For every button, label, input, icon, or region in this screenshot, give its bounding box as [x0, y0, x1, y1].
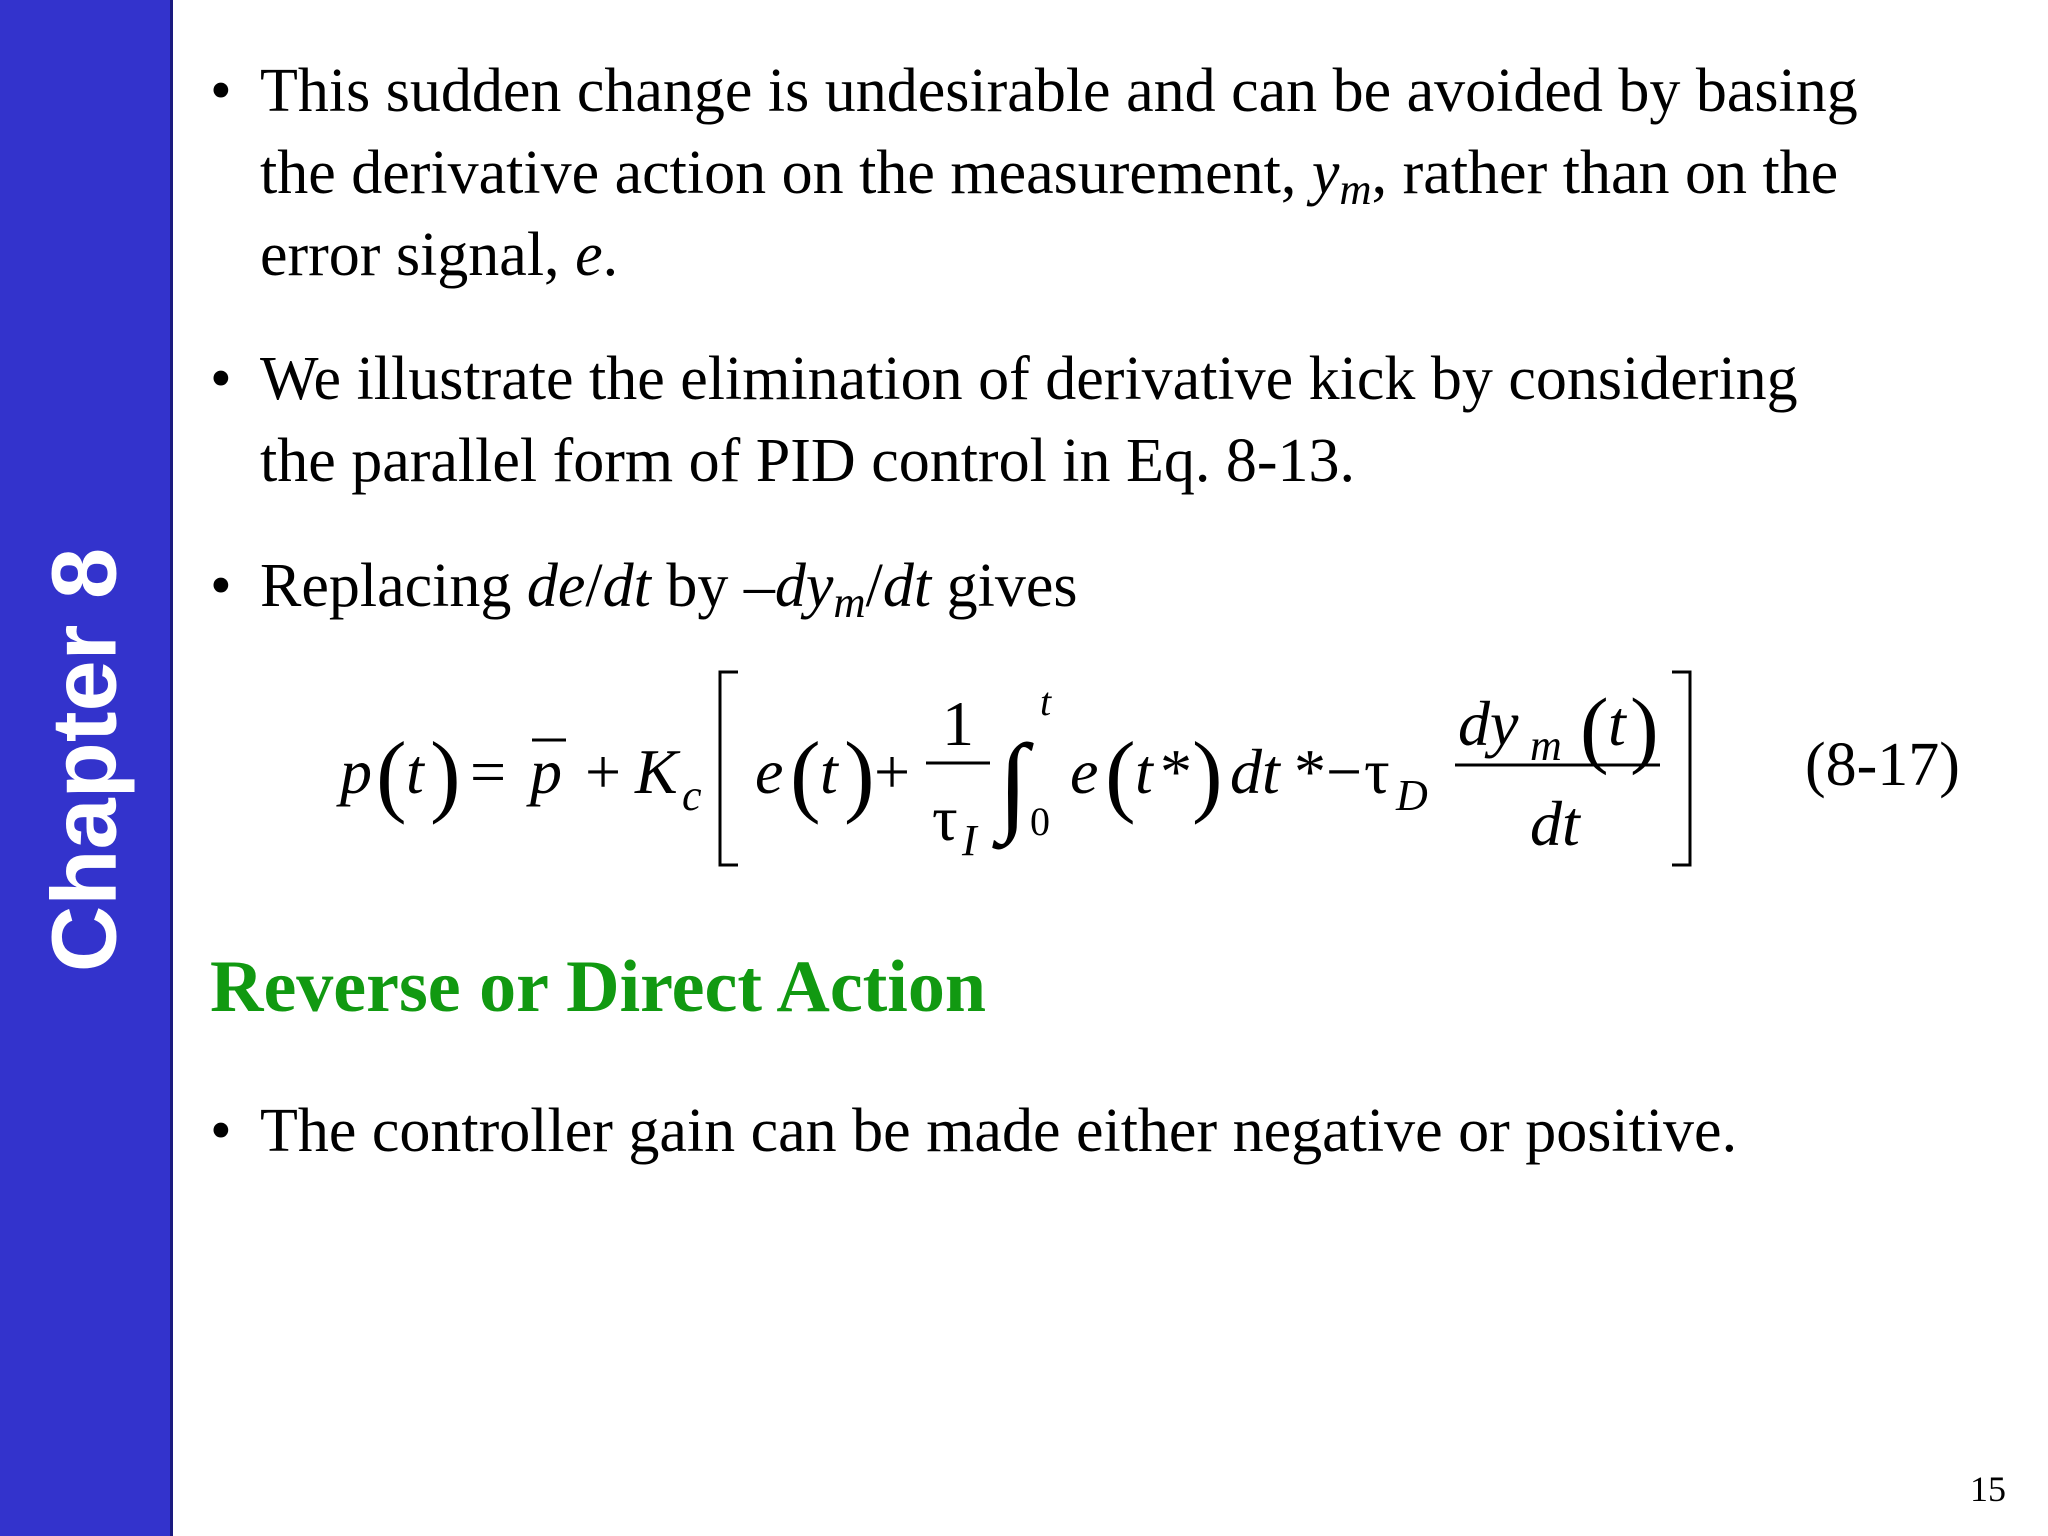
equation-8-17	[330, 660, 1750, 880]
bullet-derivative-kick	[210, 338, 2030, 502]
bullet-4-line-1: The controller gain can be made either negative or positive.	[260, 1097, 1738, 1165]
bullet-dot: •	[210, 552, 232, 620]
eq-one: 1	[942, 688, 974, 759]
bullet-derivative-on-measurement	[210, 50, 2030, 296]
eq-minus: −	[1326, 736, 1363, 807]
eq-paren: (	[1580, 680, 1609, 776]
eq-dt: dt	[1530, 788, 1580, 859]
eq-integral: ∫	[998, 722, 1029, 844]
eq-t: t	[406, 736, 424, 807]
eq-plus: +	[874, 736, 911, 807]
chapter-label: Chapter 8	[33, 547, 136, 973]
eq-tstar: t	[1135, 736, 1153, 807]
bullet-2-line-1: We illustrate the elimination of derivative kick by considering	[260, 345, 1798, 413]
eq-K: K	[635, 736, 678, 807]
eq-paren: (	[790, 723, 821, 825]
bullet-1-line-2: the derivative action on the measurement, $y_m$, rather than on the	[260, 139, 1839, 215]
bullet-2-line-2: the parallel form of PID control in Eq. 8-13.	[260, 427, 1356, 495]
eq-paren: )	[1192, 723, 1223, 825]
eq-e: e	[755, 736, 784, 807]
eq-I: I	[962, 816, 977, 865]
eq-e: e	[1070, 736, 1099, 807]
eq-plus: +	[585, 736, 622, 807]
bullet-replacing	[210, 545, 2030, 627]
eq-left-bracket	[720, 672, 738, 865]
eq-dt: dt	[1230, 736, 1280, 807]
bullet-dot: •	[210, 57, 232, 125]
bullet-dot: •	[210, 1097, 232, 1165]
eq-paren: (	[1105, 723, 1136, 825]
eq-paren: )	[844, 723, 875, 825]
chapter-sidebar	[0, 0, 173, 1536]
eq-tau: τ	[932, 783, 958, 854]
eq-p: p	[340, 736, 372, 807]
bullet-1-line-1: This sudden change is undesirable and can be avoided by basing	[260, 57, 1858, 125]
eq-star: *	[1294, 736, 1326, 807]
eq-upper-limit: t	[1040, 679, 1052, 724]
eq-t: t	[820, 736, 838, 807]
bullet-3-line-1: Replacing de/dt by $-dy_m/dt$ gives	[260, 552, 1078, 628]
eq-right-bracket	[1672, 672, 1690, 865]
eq-lower-limit: 0	[1030, 799, 1050, 844]
equation-number: (8-17)	[1805, 731, 1960, 799]
eq-paren: )	[1630, 680, 1659, 776]
eq-paren: )	[430, 723, 461, 825]
eq-c: c	[682, 771, 702, 820]
eq-D: D	[1396, 771, 1428, 820]
bullet-1-line-3: error signal, e.	[260, 221, 619, 289]
eq-tau: τ	[1364, 736, 1390, 807]
eq-equals: =	[470, 736, 507, 807]
eq-pbar: p	[530, 736, 562, 807]
eq-paren: (	[376, 723, 407, 825]
eq-m: m	[1530, 721, 1562, 770]
page-number: 15	[1970, 1469, 2006, 1509]
eq-star: *	[1160, 736, 1192, 807]
section-heading: Reverse or Direct Action	[210, 946, 987, 1028]
bullet-dot: •	[210, 345, 232, 413]
eq-t: t	[1608, 688, 1626, 759]
bullet-controller-gain	[210, 1090, 2030, 1172]
eq-dy: dy	[1458, 688, 1519, 759]
